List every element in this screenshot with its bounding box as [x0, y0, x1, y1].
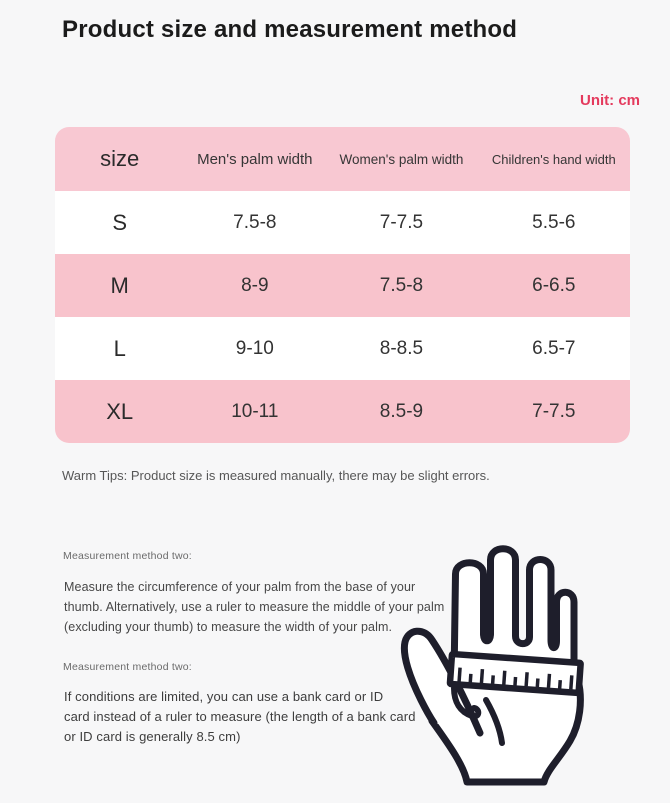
children-cell: 6.5-7: [532, 337, 576, 359]
unit-label: Unit: cm: [580, 92, 640, 109]
table-row: [55, 254, 630, 317]
table-row: [55, 317, 630, 380]
children-cell: 7-7.5: [532, 400, 576, 422]
children-cell: 5.5-6: [532, 211, 576, 233]
method-2-line: If conditions are limited, you can use a bank card or ID: [64, 689, 384, 704]
men-cell: 7.5-8: [233, 211, 277, 233]
size-cell: M: [110, 272, 129, 298]
method-1-line: thumb. Alternatively, use a ruler to measure the middle of your palm: [64, 600, 445, 614]
size-cell: S: [112, 209, 128, 235]
table-row: [55, 191, 630, 254]
column-header-children: Children's hand width: [491, 151, 616, 167]
size-table: [55, 127, 630, 443]
column-header-women: Women's palm width: [339, 151, 464, 167]
size-table-header: [55, 127, 630, 191]
warm-tips-text: Warm Tips: Product size is measured manually, there may be slight errors.: [62, 468, 490, 483]
size-cell: L: [113, 335, 126, 361]
method-2-heading: Measurement method two:: [63, 661, 192, 673]
women-cell: 8-8.5: [379, 337, 424, 359]
men-cell: 10-11: [231, 400, 279, 422]
method-2-line: card instead of a ruler to measure (the length of a bank card: [64, 709, 416, 724]
method-1-paragraph: [64, 577, 444, 637]
method-1-heading: Measurement method two:: [63, 550, 192, 562]
children-cell: 6-6.5: [532, 274, 576, 296]
page-title: Product size and measurement method: [62, 16, 518, 43]
women-cell: 8.5-9: [379, 400, 424, 422]
method-2-paragraph: [64, 687, 416, 747]
method-1-line: Measure the circumference of your palm from the base of your: [64, 580, 416, 594]
women-cell: 7.5-8: [379, 274, 424, 296]
women-cell: 7-7.5: [379, 211, 424, 233]
men-cell: 8-9: [241, 274, 269, 296]
method-2-line: or ID card is generally 8.5 cm): [64, 729, 241, 744]
method-1-line: (excluding your thumb) to measure the width of your palm.: [64, 620, 393, 634]
hand-ruler-icon: [390, 528, 670, 798]
column-header-size: size: [100, 146, 140, 171]
men-cell: 9-10: [235, 337, 274, 359]
table-row: [55, 380, 630, 443]
size-cell: XL: [106, 398, 134, 424]
column-header-men: Men's palm width: [197, 150, 313, 168]
